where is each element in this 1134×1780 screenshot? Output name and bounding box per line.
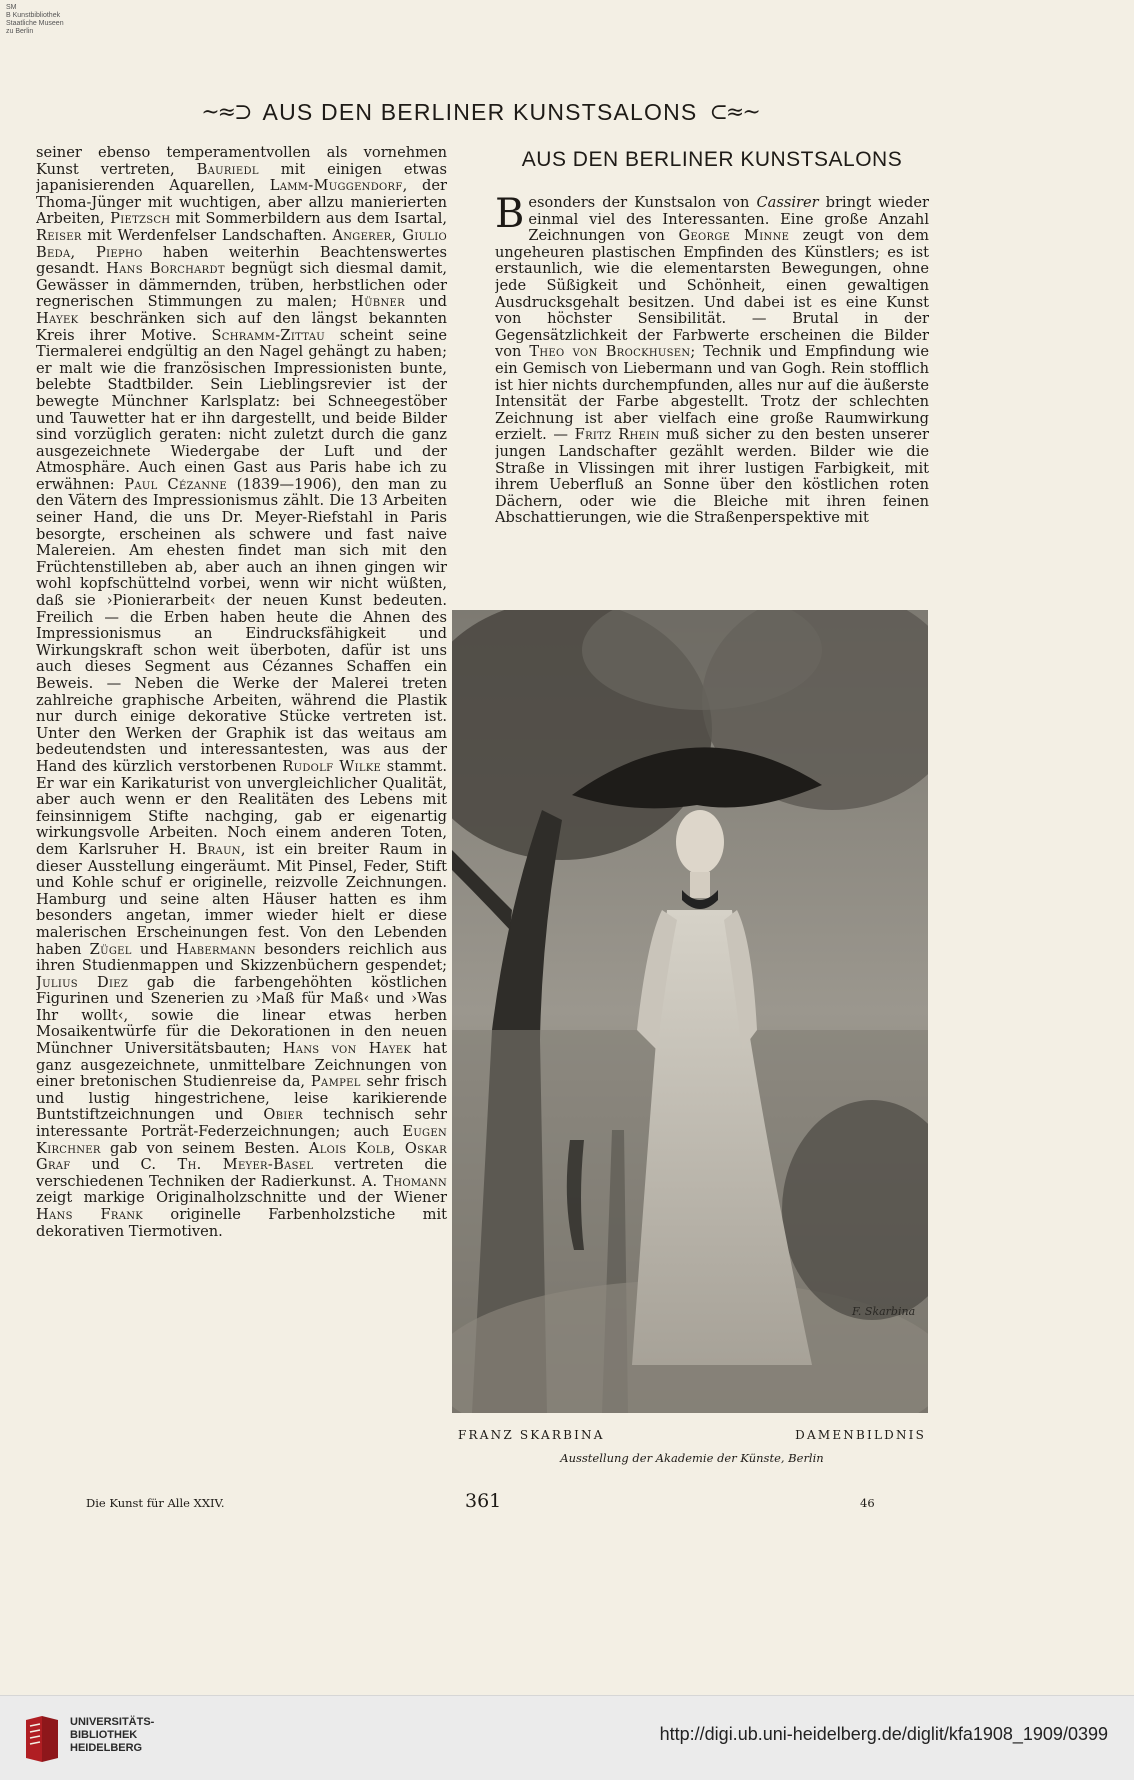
- stamp-line: Staatliche Museen: [6, 20, 64, 27]
- ornament-right-icon: ⊂≈~: [709, 99, 759, 125]
- permalink-url[interactable]: http://digi.ub.uni-heidelberg.de/diglit/kfa1908_1909/0399: [659, 1724, 1108, 1744]
- painting-signature: F. Skarbina: [852, 1305, 916, 1318]
- right-column: [495, 195, 929, 570]
- page-footer: [80, 1490, 880, 1514]
- journal-title: Die Kunst für Alle XXIV.: [86, 1496, 225, 1510]
- library-stamp: [6, 4, 64, 36]
- page-number: 361: [465, 1490, 502, 1512]
- left-column: [36, 145, 447, 1475]
- stamp-line: zu Berlin: [6, 28, 34, 35]
- left-column-text: seiner ebenso temperamentvollen als vornehmen Kunst vertreten, Bauriedl mit einigen etwas japanisierenden Aquarellen, Lamm-Muggendorf, der Thoma-Jünger mit wuchtigen, aber allzu manierierten Arbeiten, Pietzsch mit Sommerbildern aus dem Isartal, Reiser mit Werdenfelser Landschaften. Angerer, Giulio Beda, Piepho haben weiterhin Beachtenswertes gesandt. Hans Borchardt begnügt sich diesmal damit, Gewässer in dämmernden, trüben, herbstlichen oder regnerischen Stimmungen zu malen; Hübner und Hayek beschränken sich auf den längst bekannten Kreis ihrer Motive. Schramm-Zittau scheint seine Tiermalerei endgültig an den Nagel gehängt zu haben; er malt wie die französischen Impressionisten bunte, belebte Stadtbilder. Sein Lieblingsrevier ist der bewegte Münchner Karlsplatz: bei Schneegestöber und Tauwetter hat er ihn dargestellt, und beide Bilder sind vorzüglich geraten: nicht zuletzt durch die ganz ausgezeichnete Wiedergabe der Luft und der Atmosphäre. Auch einen Gast aus Paris habe ich zu erwähnen: Paul Cézanne (1839—1906), den man zu den Vätern des Impressionismus zählt. Die 13 Arbeiten seiner Hand, die uns Dr. Meyer-Riefstahl in Paris besorgte, erscheinen als schwere und fast naive Malereien. Am ehesten findet man sich mit den Früchtenstilleben ab, aber auch an ihnen gingen wir wohl kopfschüttelnd vorbei, wenn wir nicht wüßten, daß sie ›Pionierarbeit‹ der neuen Kunst bedeuten. Freilich — die Erben haben heute die Ahnen des Impressionismus an Eindrucksfähigkeit und Wirkungskraft schon weit überboten, dafür ist uns auch dieses Segment aus Cézannes Schaffen ein Beweis. — Neben die Werke der Malerei treten zahlreiche graphische Arbeiten, während die Plastik nur durch einige dekorative Stücke vertreten ist. Unter den Werken der Graphik ist das weitaus am bedeutendsten und interessantesten, was aus der Hand des kürzlich verstorbenen Rudolf Wilke stammt. Er war ein Karikaturist von unvergleichlicher Qualität, aber auch wenn er den Realitäten des Lebens mit feinsinnigem Stifte nachging, gab er eigenartig wirkungsvolle Arbeiten. Noch einem anderen Toten, dem Karlsruher H. Braun, ist ein breiter Raum in dieser Ausstellung eingeräumt. Mit Pinsel, Feder, Stift und Kohle schuf er originelle, reizvolle Zeichnungen. Hamburg und seine alten Häuser hatten es ihm besonders angetan, immer wieder hielt er diese malerischen Erscheinungen fest. Von den Lebenden haben Zügel und Habermann besonders reichlich aus ihren Studienmappen und Skizzenbüchern gespendet; Julius Diez gab die farbengehöhten köstlichen Figurinen und Szenerien zu ›Maß für Maß‹ und ›Was Ihr wollt‹, sowie die linear etwas herben Mosaikentwürfe für die Dekorationen in den neuen Münchner Universitätsbauten; Hans von Hayek hat ganz ausgezeichnete, unmittelbare Zeichnungen von einer bretonischen Studienreise da, Pampel sehr frisch und lustig hingestrichene, leise karikierende Buntstiftzeichnungen und Obier technisch sehr interessante Porträt-Federzeichnungen; auch Eugen Kirchner gab von seinem Besten. Alois Kolb, Oskar Graf und C. Th. Meyer-Basel vertreten die verschiedenen Techniken der Radierkunst. A. Thomann zeigt markige Originalholzschnitte und der Wiener Hans Frank originelle Farbenholzstiche mit dekorativen Tiermotiven.: [36, 145, 447, 1240]
- university-library-logo-icon[interactable]: [22, 1714, 62, 1764]
- portrait-painting-image: [452, 610, 928, 1413]
- library-banner: [0, 1695, 1134, 1780]
- right-column-text: Besonders der Kunstsalon von Cassirer bringt wieder einmal viel des Interessanten. Eine große Anzahl Zeichnungen von George Minne zeugt von dem ungeheuren plastischen Empfinden des Künstlers; es ist erstaunlich, wie die elementarsten Bewegungen, ohne jede Süßigkeit und Schönheit, einen gewaltigen Ausdrucksgehalt besitzen. Und dabei ist es eine Kunst von höchster Sensibilität. — Brutal in der Gegensätzlichkeit der Farbwerte erscheinen die Bilder von Theo von Brockhusen; Technik und Empfindung wie ein Gemisch von Liebermann und van Gogh. Rein stofflich ist hier nichts durchempfunden, alles nur auf die äußerste Intensität der Farbe abgestellt. Trotz der schlechten Zeichnung ist aber vielfach eine große Raumwirkung erzielt. — Fritz Rhein muß sicher zu den besten unserer jungen Landschafter gezählt werden. Bilder wie die Straße in Vlissingen mit ihrer lustigen Farbigkeit, mit ihrem Ueberfluß an Sonne über den köstlichen roten Dächern, oder wie die Bleiche mit ihren feinen Abschattierungen, wie die Straßenperspektive mit: [495, 195, 929, 527]
- article-title: AUS DEN BERLINER KUNSTSALONS: [521, 148, 903, 171]
- caption-source: Ausstellung der Akademie der Künste, Berlin: [560, 1451, 824, 1465]
- running-head-title: AUS DEN BERLINER KUNSTSALONS: [262, 98, 698, 125]
- signature-mark: 46: [860, 1496, 875, 1510]
- library-name-line: HEIDELBERG: [70, 1742, 143, 1754]
- running-head: [150, 96, 810, 128]
- library-name-line: UNIVERSITÄTS-: [70, 1716, 155, 1728]
- stamp-line: B Kunstbibliothek: [6, 12, 61, 19]
- ornament-left-icon: ~≈⊃: [201, 99, 251, 125]
- library-name-line: BIBLIOTHEK: [70, 1729, 138, 1741]
- painting-illustration: [452, 610, 928, 1413]
- library-name[interactable]: [70, 1716, 154, 1755]
- caption-title: DAMENBILDNIS: [795, 1428, 926, 1442]
- caption-artist: FRANZ SKARBINA: [458, 1428, 605, 1442]
- drop-cap: B: [495, 195, 525, 237]
- stamp-line: SM: [6, 4, 17, 11]
- figure-caption: [458, 1428, 926, 1442]
